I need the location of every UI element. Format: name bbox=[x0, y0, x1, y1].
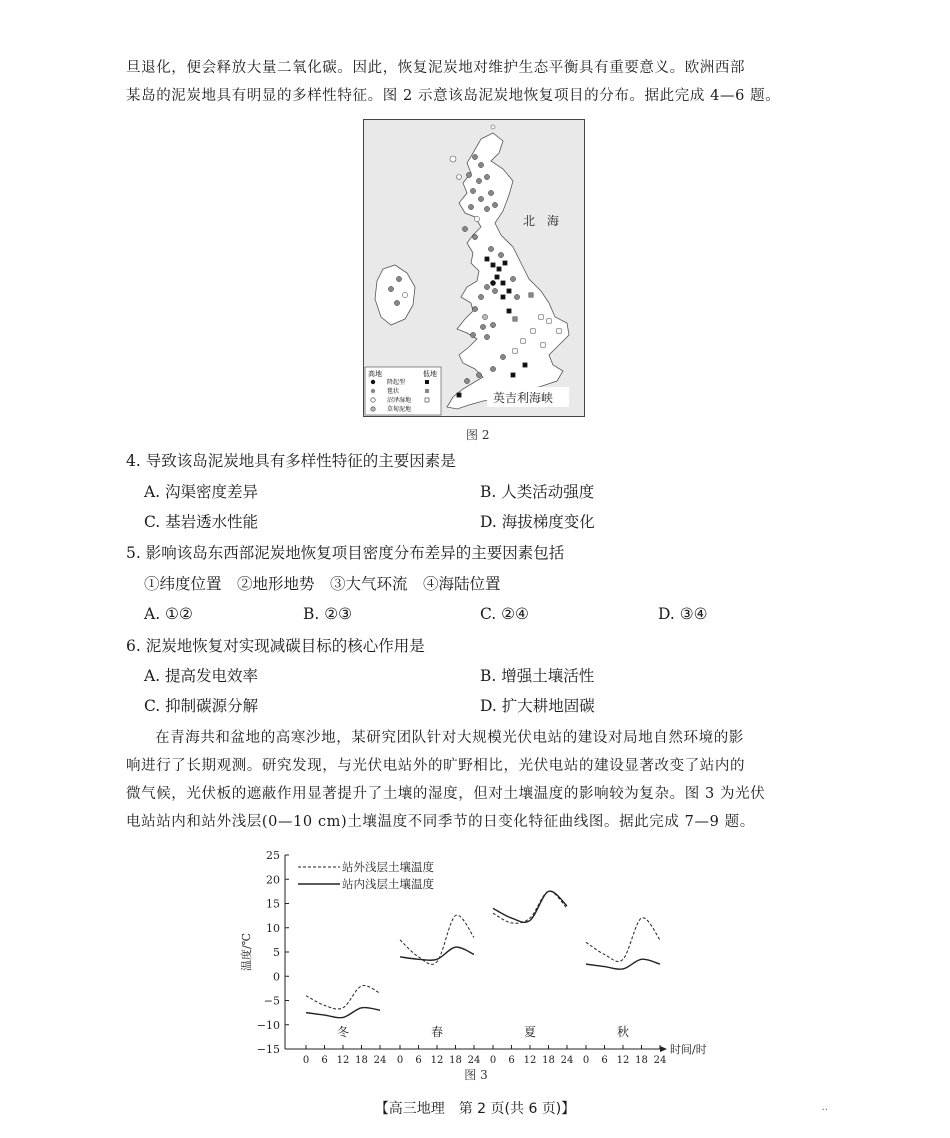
x-tick-label: 18 bbox=[355, 1055, 368, 1066]
season-label: 冬 bbox=[336, 1025, 350, 1039]
peatland-marker bbox=[500, 354, 505, 359]
second-line-2: 响进行了长期观测。研究发现，与光伏电站外的旷野相比，光伏电站的建设显著改变了站内的 bbox=[126, 758, 746, 774]
peatland-marker bbox=[476, 372, 481, 377]
legend-highland-fen-icon bbox=[371, 407, 375, 411]
peatland-marker bbox=[497, 267, 501, 271]
peatland-marker bbox=[480, 324, 485, 329]
peatland-marker bbox=[510, 276, 515, 281]
figure-2-caption: 图 2 bbox=[466, 428, 490, 442]
peatland-marker bbox=[488, 246, 493, 251]
x-tick-label: 6 bbox=[321, 1055, 328, 1066]
peatland-marker bbox=[457, 393, 461, 397]
intro-line-1: 旦退化，便会释放大量二氧化碳。因此，恢复泥炭地对维护生态平衡具有重要意义。欧洲西部 bbox=[126, 60, 746, 76]
figure-3-chart bbox=[230, 845, 730, 1085]
legend-highland-raised-icon bbox=[371, 380, 375, 384]
outside-series-line-3 bbox=[586, 918, 660, 962]
q4-option-a[interactable]: A. 沟渠密度差异 bbox=[144, 483, 259, 501]
second-line-3: 微气候，光伏板的遮蔽作用显著提升了土壤的湿度，但对土壤温度的影响较为复杂。图 3 为光伏 bbox=[126, 786, 766, 802]
x-tick-label: 0 bbox=[302, 1055, 310, 1066]
question-4-stem: 4. 导致该岛泥炭地具有多样性特征的主要因素是 bbox=[126, 452, 456, 470]
q4-option-d[interactable]: D. 海拔梯度变化 bbox=[480, 513, 595, 531]
peatland-marker bbox=[388, 286, 393, 291]
peatland-marker bbox=[470, 188, 475, 193]
y-tick-label: 20 bbox=[266, 873, 280, 887]
x-tick-label: 24 bbox=[653, 1055, 667, 1066]
peatland-marker bbox=[492, 288, 497, 293]
peatland-marker bbox=[488, 190, 493, 195]
page-footer: 【高三地理 第 2 页(共 6 页)】 bbox=[374, 1101, 576, 1117]
question-6-stem: 6. 泥炭地恢复对实现减碳目标的核心作用是 bbox=[126, 637, 425, 655]
x-tick-label: 24 bbox=[467, 1055, 481, 1066]
peatland-marker bbox=[523, 363, 527, 367]
q4-option-b[interactable]: B. 人类活动强度 bbox=[480, 483, 595, 501]
y-tick-label: 0 bbox=[273, 970, 280, 984]
legend-row-1: 降起型 bbox=[387, 379, 406, 386]
legend-lowland-bog-icon bbox=[425, 398, 429, 402]
peatland-marker bbox=[513, 317, 517, 321]
second-line-1: 在青海共和盆地的高寒沙地，某研究团队针对大规模光伏电站的建设对局地自然环境的影 bbox=[155, 730, 744, 746]
peatland-marker bbox=[484, 174, 489, 179]
outside-series-line-2 bbox=[493, 891, 567, 923]
q5-option-d[interactable]: D. ③④ bbox=[658, 605, 708, 623]
peatland-marker bbox=[478, 196, 483, 201]
legend-label-0: 站外浅层土壤温度 bbox=[342, 860, 434, 874]
outside-series-line-0 bbox=[306, 986, 380, 1010]
map-legend bbox=[365, 367, 441, 415]
legend-lowland-blanket-icon bbox=[425, 389, 429, 393]
figure-2-map bbox=[363, 119, 585, 417]
x-tick-label: 6 bbox=[601, 1055, 608, 1066]
season-label: 春 bbox=[430, 1025, 444, 1039]
peatland-marker bbox=[476, 178, 481, 183]
peatland-marker bbox=[531, 329, 535, 333]
intro-line-2: 某岛的泥炭地具有明显的多样性特征。图 2 示意该岛泥炭地恢复项目的分布。据此完成 4—6 题。 bbox=[126, 88, 781, 104]
y-tick-label: −15 bbox=[256, 1043, 280, 1056]
peatland-marker bbox=[501, 281, 505, 285]
peatland-marker bbox=[466, 172, 471, 177]
y-tick-label: 25 bbox=[266, 849, 280, 862]
x-tick-label: 6 bbox=[415, 1055, 422, 1066]
island bbox=[457, 175, 462, 180]
second-line-4: 电站站内和站外浅层(0—10 cm)土壤温度不同季节的日变化特征曲线图。据此完成 7—9 题。 bbox=[126, 814, 755, 830]
legend-lowland-raised-icon bbox=[425, 380, 429, 384]
x-tick-label: 0 bbox=[489, 1055, 497, 1066]
island bbox=[491, 125, 495, 129]
north-sea-label: 北 海 bbox=[523, 214, 560, 228]
legend-lowland-header: 低地 bbox=[423, 370, 437, 378]
season-label: 夏 bbox=[523, 1025, 537, 1039]
peatland-marker bbox=[396, 276, 401, 281]
inside-series-line-0 bbox=[306, 1008, 380, 1018]
legend-row-2: 毯状 bbox=[387, 388, 400, 395]
peatland-marker bbox=[511, 373, 515, 377]
legend-row-4: 草甸泥地 bbox=[387, 406, 412, 413]
legend-highland-bog-icon bbox=[371, 398, 375, 402]
intro-paragraph bbox=[126, 54, 826, 110]
x-tick-label: 18 bbox=[635, 1055, 648, 1066]
peatland-marker bbox=[507, 289, 511, 293]
peatland-marker bbox=[474, 216, 479, 221]
peatland-marker bbox=[521, 339, 525, 343]
y-tick-label: −10 bbox=[256, 1018, 280, 1032]
q5-statements: ①纬度位置 ②地形地势 ③大气环流 ④海陆位置 bbox=[144, 575, 501, 593]
x-tick-label: 12 bbox=[336, 1055, 350, 1066]
x-tick-label: 6 bbox=[508, 1055, 515, 1066]
figure-3-caption: 图 3 bbox=[464, 1068, 488, 1082]
peatland-marker bbox=[507, 309, 511, 313]
peatland-marker bbox=[482, 314, 487, 319]
x-axis-label: 时间/时 bbox=[670, 1043, 707, 1056]
peatland-marker bbox=[485, 257, 489, 261]
peatland-marker bbox=[492, 202, 497, 207]
peatland-marker bbox=[402, 292, 407, 297]
peatland-marker bbox=[484, 284, 489, 289]
x-axis-arrow-icon bbox=[660, 1046, 667, 1052]
peatland-marker bbox=[495, 275, 499, 279]
x-tick-label: 18 bbox=[542, 1055, 555, 1066]
peatland-marker bbox=[498, 252, 503, 257]
x-tick-label: 0 bbox=[396, 1055, 404, 1066]
peatland-marker bbox=[529, 293, 533, 297]
chart-series bbox=[306, 891, 660, 1018]
peatland-marker bbox=[491, 263, 495, 267]
peatland-marker bbox=[501, 295, 505, 299]
inside-series-line-1 bbox=[400, 947, 474, 960]
second-paragraph bbox=[126, 724, 826, 836]
outside-series-line-1 bbox=[400, 915, 474, 964]
peatland-marker bbox=[503, 261, 507, 265]
y-tick-label: 5 bbox=[273, 946, 280, 959]
x-tick-label: 24 bbox=[560, 1055, 574, 1066]
peatland-marker bbox=[490, 280, 495, 285]
q6-option-c[interactable]: C. 抑制碳源分解 bbox=[144, 697, 259, 715]
question-5-stem: 5. 影响该岛东西部泥炭地恢复项目密度分布差异的主要因素包括 bbox=[126, 544, 565, 562]
footer-mark: ·· bbox=[821, 1105, 828, 1116]
x-tick-label: 24 bbox=[373, 1055, 387, 1066]
q5-option-a[interactable]: A. ①② bbox=[144, 605, 193, 623]
peatland-marker bbox=[539, 315, 543, 319]
peatland-marker bbox=[478, 294, 483, 299]
peatland-marker bbox=[484, 334, 489, 339]
peatland-marker bbox=[468, 204, 473, 209]
peatland-marker bbox=[490, 366, 495, 371]
peatland-marker bbox=[513, 349, 517, 353]
english-channel-label: 英吉利海峡 bbox=[493, 391, 554, 405]
q6-option-a[interactable]: A. 提高发电效率 bbox=[144, 667, 259, 685]
chart-legend bbox=[298, 860, 434, 891]
legend-row-3: 沼泽湿地 bbox=[387, 397, 412, 404]
y-tick-label: 15 bbox=[266, 897, 280, 911]
peatland-marker bbox=[462, 226, 467, 231]
y-tick-label: 10 bbox=[266, 921, 280, 935]
inside-series-line-3 bbox=[586, 959, 660, 969]
q5-option-c[interactable]: C. ②④ bbox=[480, 605, 529, 623]
peatland-marker bbox=[464, 378, 469, 383]
peatland-marker bbox=[470, 332, 475, 337]
x-tick-label: 18 bbox=[449, 1055, 462, 1066]
q6-option-b[interactable]: B. 增强土壤活性 bbox=[480, 667, 595, 685]
peatland-marker bbox=[472, 306, 477, 311]
peatland-marker bbox=[490, 322, 495, 327]
legend-highland-header: 高地 bbox=[368, 370, 382, 378]
peatland-marker bbox=[547, 319, 551, 323]
x-tick-label: 0 bbox=[582, 1055, 590, 1066]
legend-label-1: 站内浅层土壤温度 bbox=[342, 877, 434, 891]
x-tick-label: 12 bbox=[430, 1055, 444, 1066]
peatland-marker bbox=[472, 154, 477, 159]
peatland-marker bbox=[514, 294, 519, 299]
peatland-marker bbox=[484, 206, 489, 211]
y-axis-label: 温度/℃ bbox=[240, 932, 253, 972]
peatland-marker bbox=[472, 234, 477, 239]
q5-option-b[interactable]: B. ②③ bbox=[303, 605, 353, 623]
x-tick-label: 12 bbox=[616, 1055, 630, 1066]
season-label: 秋 bbox=[616, 1025, 630, 1039]
y-tick-label: −5 bbox=[263, 994, 280, 1008]
q6-option-d[interactable]: D. 扩大耕地固碳 bbox=[480, 697, 595, 715]
peatland-marker bbox=[478, 162, 483, 167]
peatland-marker bbox=[541, 343, 545, 347]
q4-option-c[interactable]: C. 基岩透水性能 bbox=[144, 513, 259, 531]
legend-highland-blanket-icon bbox=[371, 389, 375, 393]
peatland-marker bbox=[557, 329, 561, 333]
x-tick-label: 12 bbox=[523, 1055, 537, 1066]
island bbox=[450, 156, 456, 162]
peatland-marker bbox=[394, 300, 399, 305]
